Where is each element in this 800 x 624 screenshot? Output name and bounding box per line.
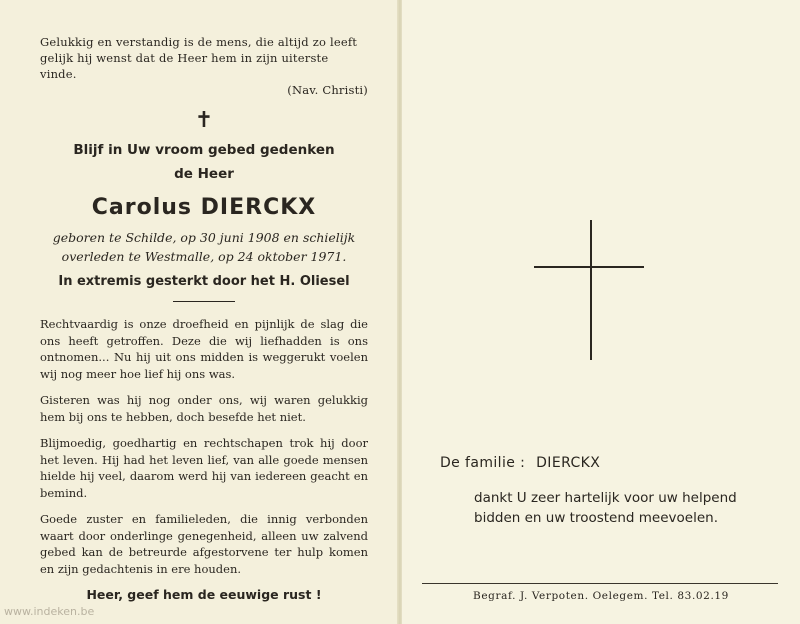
dates-line-2: overleden te Westmalle, op 24 oktober 1971. — [61, 249, 347, 264]
quote-block — [40, 34, 368, 98]
paragraph: Blijmoedig, goedhartig en rechtschapen trok hij door het leven. Hij had het leven lief, van alle goede mensen hielde hij veel, daarom werd hij van iedereen geacht en bemind. — [40, 436, 368, 500]
sacrament-line: In extremis gesterkt door het H. Oliesel — [58, 274, 350, 289]
prayer-heading: Blijf in Uw vroom gebed gedenken — [73, 142, 335, 158]
right-panel — [402, 0, 800, 624]
paragraph: Gisteren was hij nog onder ons, wij waren gelukkig hem bij ons te hebben, doch besefde het niet. — [40, 393, 368, 424]
printer-credit: Begraf. J. Verpoten. Oelegem. Tel. 83.02.19 — [473, 590, 729, 602]
paragraph: Goede zuster en familieleden, die innig verbonden waart door onderlinge genegenheid, alleen uw zalvend gebed kan de betreurde afgestorvene ter hulp komen en zijn gedachtenis in ere houden. — [40, 512, 368, 576]
cross-horizontal-bar — [534, 266, 644, 268]
quote-source: (Nav. Christi) — [287, 83, 368, 97]
cross-icon: ✝ — [194, 108, 214, 133]
heading-block — [40, 140, 368, 289]
bottom-divider — [422, 583, 778, 584]
dates-line-1: geboren te Schilde, op 30 juni 1908 en schielijk — [52, 230, 356, 245]
family-line — [440, 455, 600, 471]
large-cross-icon — [534, 220, 644, 360]
watermark: www.indeken.be — [4, 605, 95, 618]
quote-line-2: gelijk hij wenst dat de Heer hem in zijn uiterste vinde. — [40, 51, 329, 81]
thanks-line-2: bidden en uw troostend meevoelen. — [474, 510, 718, 526]
left-panel — [0, 0, 398, 624]
title-heading: de Heer — [174, 166, 234, 182]
divider — [173, 301, 235, 302]
cross-vertical-bar — [590, 220, 592, 360]
quote-line-1: Gelukkig en verstandig is de mens, die altijd zo leeft — [40, 35, 358, 49]
family-label: De familie : — [440, 455, 526, 471]
thanks-text — [474, 488, 737, 528]
eulogy-text — [40, 316, 368, 577]
thanks-line-1: dankt U zeer hartelijk voor uw helpend — [474, 490, 737, 506]
paragraph: Rechtvaardig is onze droefheid en pijnlijk de slag die ons heeft getroffen. Deze die wij liefhadden is ons ontnomen... Nu hij uit ons midden is weggerukt voelen wij nog meer hoe lief hij ons was. — [40, 317, 368, 381]
deceased-name: Carolus DIERCKX — [91, 195, 317, 220]
family-name: DIERCKX — [536, 455, 601, 471]
closing-prayer: Heer, geef hem de eeuwige rust ! — [86, 587, 322, 602]
